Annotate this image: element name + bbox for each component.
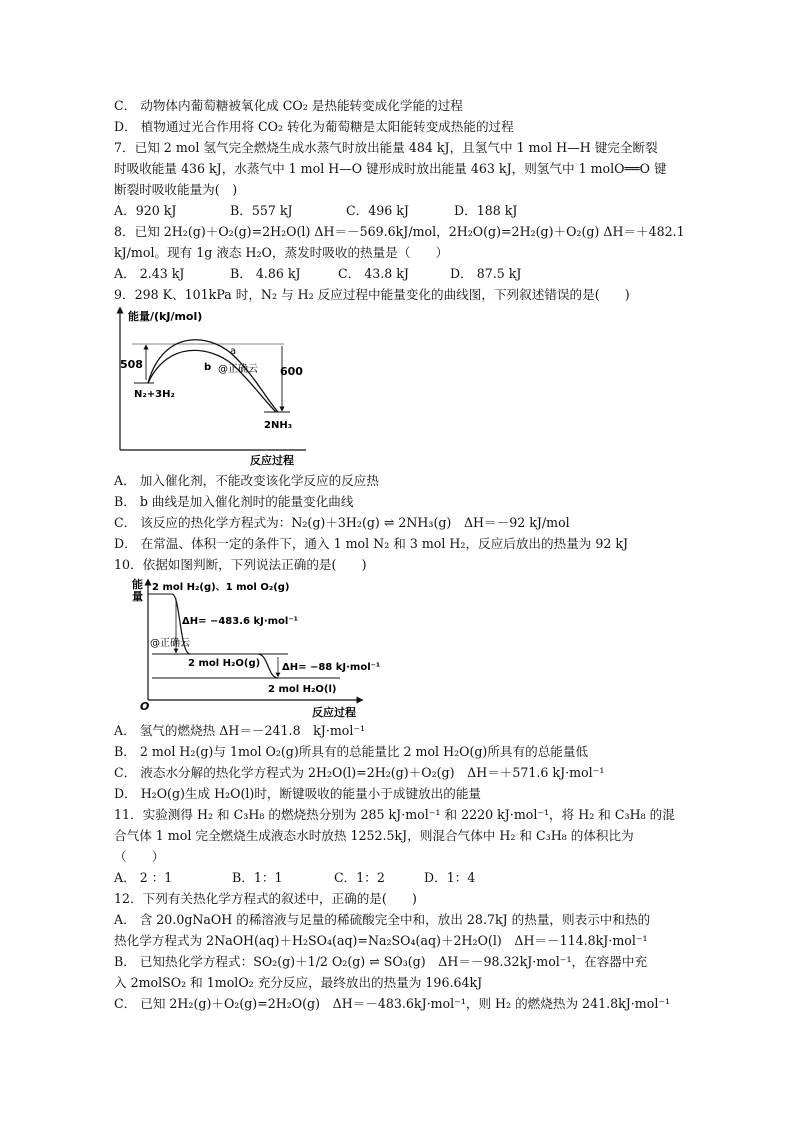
option-c: C． 43.8 kJ bbox=[338, 266, 409, 281]
curve-a bbox=[148, 340, 278, 412]
option-b: B． 4.86 kJ bbox=[230, 266, 301, 281]
option-c: C．1：2 bbox=[334, 870, 385, 885]
curve-a-label: a bbox=[230, 346, 237, 357]
x-axis-label: 反应过程 bbox=[250, 454, 294, 467]
label-508: 508 bbox=[120, 358, 143, 371]
question-10-stem: 10．依据如图判断，下列说法正确的是( ) bbox=[114, 557, 367, 572]
y-axis-label: 能量/(kJ/mol) bbox=[128, 310, 203, 323]
question-12-stem: 12．下列有关热化学方程式的叙述中，正确的是( ) bbox=[114, 891, 417, 906]
question-10-option-a: A． 氢气的燃烧热 ΔH＝－241.8 kJ·mol⁻¹ bbox=[114, 723, 366, 738]
option-b: B．1：1 bbox=[232, 870, 283, 885]
option-c: C．496 kJ bbox=[346, 203, 409, 218]
question-9-option-c: C． 该反应的热化学方程式为：N₂(g)＋3H₂(g) ⇌ 2NH₃(g) ΔH＝－92 kJ/mol bbox=[114, 515, 570, 530]
energy-diagram-q9 bbox=[114, 306, 314, 466]
energy-diagram-q10 bbox=[128, 576, 381, 719]
question-9-stem: 9．298 K、101kPa 时，N₂ 与 H₂ 反应过程中能量变化的曲线图，下列叙述错误的是( ) bbox=[114, 287, 630, 302]
gas-water-label: 2 mol H₂O(g) bbox=[188, 658, 261, 669]
watermark: @正确云 bbox=[218, 364, 258, 375]
question-7-line-3: 断裂时吸收能量为( ) bbox=[114, 182, 238, 197]
watermark: @正确云 bbox=[150, 638, 190, 649]
dh2-label: ΔH= −88 kJ·mol⁻¹ bbox=[282, 662, 381, 673]
curve-b bbox=[148, 350, 276, 412]
question-12-option-a-line-2: 热化学方程式为 2NaOH(aq)＋H₂SO₄(aq)=Na₂SO₄(aq)＋2H₂O(l) ΔH＝－114.8kJ·mol⁻¹ bbox=[114, 933, 648, 948]
question-6-option-c: C． 动物体内葡萄糖被氧化成 CO₂ 是热能转变成化学能的过程 bbox=[114, 98, 463, 113]
origin-label: O bbox=[140, 700, 150, 713]
option-d: D． 87.5 kJ bbox=[450, 266, 522, 281]
drop-curve-2 bbox=[258, 654, 278, 678]
question-8-line-2: kJ/mol。现有 1g 液态 H₂O，蒸发时吸收的热量是（ ） bbox=[114, 245, 449, 260]
option-a: A． 2 ：1 bbox=[114, 870, 173, 885]
option-a: A． 2.43 kJ bbox=[114, 266, 185, 281]
option-d: D．1：4 bbox=[424, 870, 476, 885]
question-12-option-c: C． 已知 2H₂(g)＋O₂(g)=2H₂O(g) ΔH＝－483.6kJ·mol⁻¹，则 H₂ 的燃烧热为 241.8kJ·mol⁻¹ bbox=[114, 996, 671, 1011]
product-label: 2NH₃ bbox=[264, 420, 293, 431]
question-11-line-1: 11．实验测得 H₂ 和 C₃H₈ 的燃烧热分别为 285 kJ·mol⁻¹ 和 2220 kJ·mol⁻¹，将 H₂ 和 C₃H₈ 的混 bbox=[114, 807, 675, 822]
y-axis-label-1: 能 bbox=[132, 578, 143, 591]
reactants-label: N₂+3H₂ bbox=[134, 389, 175, 400]
question-10-option-c: C． 液态水分解的热化学方程式为 2H₂O(l)=2H₂(g)＋O₂(g) ΔH＝＋571.6 kJ·mol⁻¹ bbox=[114, 765, 605, 780]
question-12-option-b-line-1: B． 已知热化学方程式：SO₂(g)＋1/2 O₂(g) ⇌ SO₃(g) ΔH＝－98.32kJ·mol⁻¹，在容器中充 bbox=[114, 954, 648, 969]
question-6-option-d: D． 植物通过光合作用将 CO₂ 转化为葡萄糖是太阳能转变成热能的过程 bbox=[114, 119, 514, 134]
question-10-option-d: D． H₂O(g)生成 H₂O(l)时，断键吸收的能量小于成键放出的能量 bbox=[114, 786, 482, 801]
label-600: 600 bbox=[280, 365, 303, 378]
question-9-option-d: D． 在常温、体积一定的条件下，通入 1 mol N₂ 和 3 mol H₂，反应后放出的热量为 92 kJ bbox=[114, 536, 629, 551]
question-7-line-2: 时吸收能量 436 kJ，水蒸气中 1 mol H—O 键形成时放出能量 463 kJ，则氢气中 1 molO══O 键 bbox=[114, 161, 667, 176]
question-9-option-b: B． b 曲线是加入催化剂时的能量变化曲线 bbox=[114, 494, 354, 509]
option-d: D．188 kJ bbox=[454, 203, 518, 218]
reactant-label: 2 mol H₂(g)、1 mol O₂(g) bbox=[152, 582, 290, 593]
question-11-line-2: 合气体 1 mol 完全燃烧生成液态水时放热 1252.5kJ，则混合气体中 H₂ 和 C₃H₈ 的体积比为 bbox=[114, 828, 634, 843]
dh1-label: ΔH= −483.6 kJ·mol⁻¹ bbox=[182, 616, 299, 627]
question-12-option-b-line-2: 入 2molSO₂ 和 1molO₂ 充分反应，最终放出的热量为 196.64kJ bbox=[114, 975, 483, 990]
liquid-water-label: 2 mol H₂O(l) bbox=[268, 684, 337, 695]
question-9-option-a: A． 加入催化剂，不能改变该化学反应的反应热 bbox=[114, 473, 379, 488]
option-a: A．920 kJ bbox=[114, 203, 177, 218]
y-axis-label-2: 量 bbox=[132, 590, 143, 603]
curve-b-label: b bbox=[204, 362, 212, 373]
question-10-option-b: B． 2 mol H₂(g)与 1mol O₂(g)所具有的总能量比 2 mol H₂O(g)所具有的总能量低 bbox=[114, 744, 589, 759]
question-7-line-1: 7．已知 2 mol 氢气完全燃烧生成水蒸气时放出能量 484 kJ，且氢气中 1 mol H—H 键完全断裂 bbox=[114, 140, 658, 155]
question-11-line-3: （ ） bbox=[114, 849, 165, 864]
question-12-option-a-line-1: A． 含 20.0gNaOH 的稀溶液与足量的稀硫酸完全中和，放出 28.7kJ 的热量，则表示中和热的 bbox=[114, 912, 651, 927]
x-axis-label: 反应过程 bbox=[312, 706, 356, 719]
question-8-line-1: 8．已知 2H₂(g)＋O₂(g)=2H₂O(l) ΔH＝－569.6kJ/mol，2H₂O(g)=2H₂(g)＋O₂(g) ΔH＝＋482.1 bbox=[114, 224, 685, 239]
option-b: B．557 kJ bbox=[230, 203, 293, 218]
